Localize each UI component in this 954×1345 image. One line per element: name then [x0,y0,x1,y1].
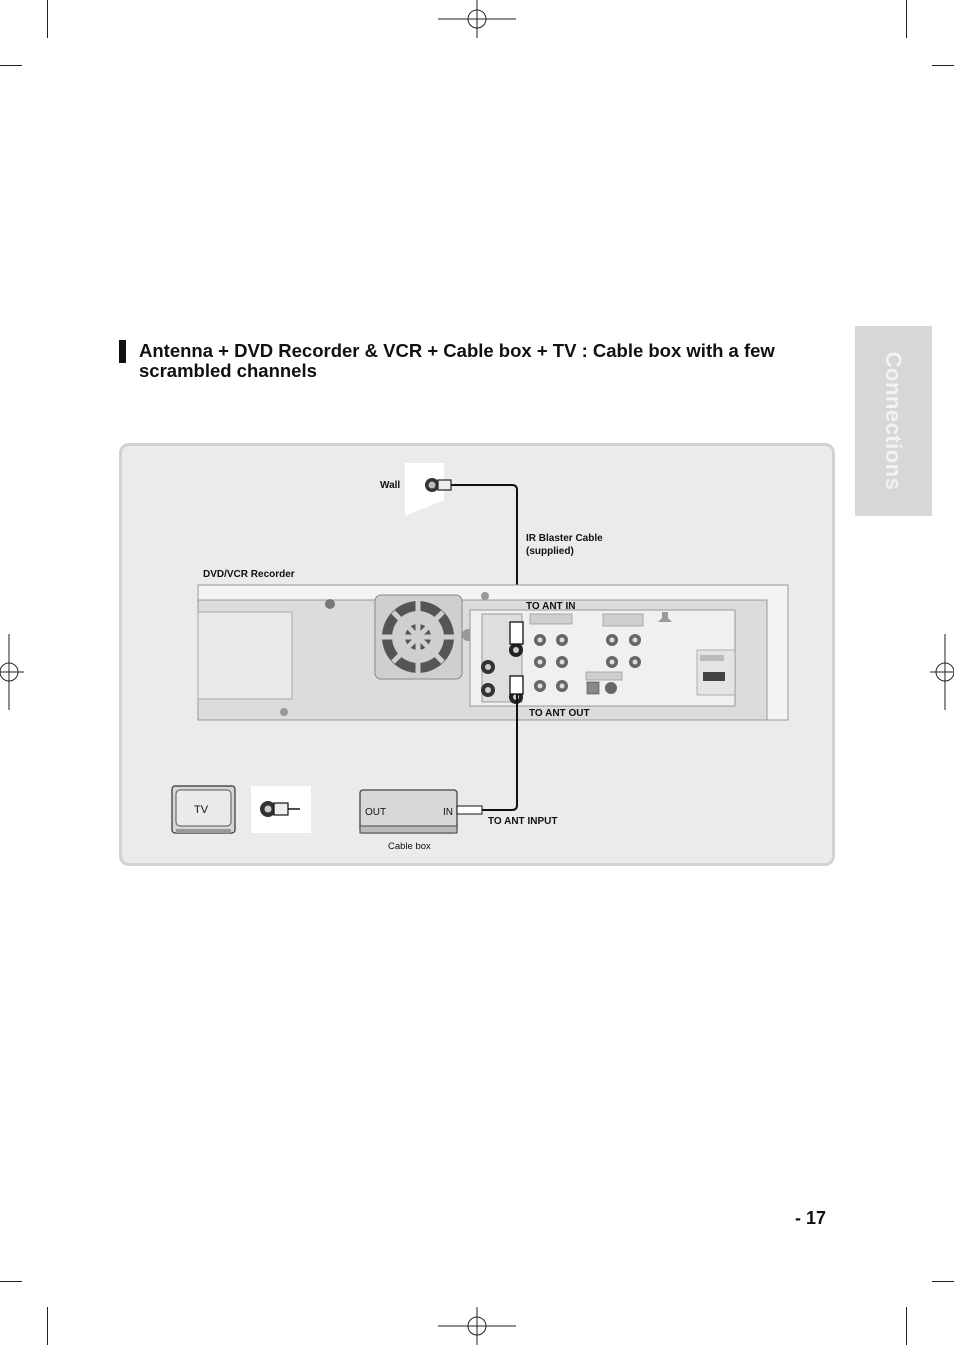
ir-blaster-sublabel: (supplied) [526,546,574,557]
wall-outlet-icon [405,463,451,516]
to-ant-input-label: TO ANT INPUT [488,816,558,827]
tv-icon [172,786,311,833]
recorder-label: DVD/VCR Recorder [203,569,295,580]
wall-label: Wall [380,480,401,491]
section-title: Antenna + DVD Recorder & VCR + Cable box + TV : Cable box with a few scrambled channels [139,340,775,381]
to-ant-in-label: TO ANT IN [526,601,576,612]
side-tab-label: Connections [881,351,907,491]
ir-blaster-label: IR Blaster Cable [526,533,603,544]
to-ant-out-label: TO ANT OUT [529,708,590,719]
tv-label: TV [194,804,209,816]
page-number: - 17 [795,1208,827,1228]
dvd-vcr-recorder [198,585,788,720]
cable-box-in-label: IN [443,807,453,818]
cable-box-label: Cable box [388,841,431,852]
cable-box-out-label: OUT [365,807,387,818]
